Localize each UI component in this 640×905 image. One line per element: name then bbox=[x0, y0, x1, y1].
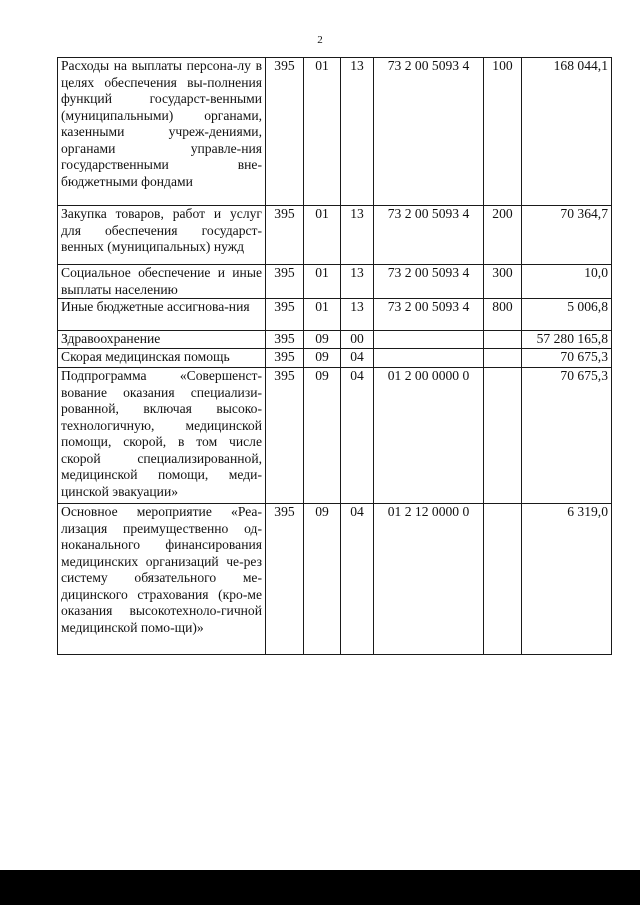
row-amount: 57 280 165,8 bbox=[522, 331, 612, 349]
row-amount: 6 319,0 bbox=[522, 504, 612, 655]
row-ministry-code: 395 bbox=[266, 58, 304, 206]
row-target-article: 73 2 00 5093 4 bbox=[374, 58, 484, 206]
row-ministry-code: 395 bbox=[266, 331, 304, 349]
row-ministry-code: 395 bbox=[266, 265, 304, 299]
row-ministry-code: 395 bbox=[266, 504, 304, 655]
row-section-code: 09 bbox=[304, 504, 341, 655]
row-target-article: 73 2 00 5093 4 bbox=[374, 265, 484, 299]
row-name: Расходы на выплаты персона-лу в целях обеспечения вы-полнения функций государст-венными (муниципальными) органами, казенными учреж-дениями, органами управле-ния государственными вне-бюджетными фондами bbox=[58, 58, 266, 206]
row-target-article: 73 2 00 5093 4 bbox=[374, 299, 484, 331]
row-expense-type: 100 bbox=[484, 58, 522, 206]
row-name: Подпрограмма «Совершенст-вование оказания специализи-рованной, включая высоко-технологичную, медицинской помощи, скорой, в том числе скорой специализированной, медицинской помощи, меди-цинской эвакуации» bbox=[58, 368, 266, 504]
budget-table-body bbox=[58, 58, 612, 655]
row-subsection-code: 13 bbox=[341, 299, 374, 331]
row-subsection-code: 04 bbox=[341, 368, 374, 504]
row-subsection-code: 00 bbox=[341, 331, 374, 349]
page-number: 2 bbox=[317, 34, 323, 46]
row-target-article: 01 2 00 0000 0 bbox=[374, 368, 484, 504]
row-section-code: 09 bbox=[304, 331, 341, 349]
row-section-code: 09 bbox=[304, 368, 341, 504]
row-expense-type: 300 bbox=[484, 265, 522, 299]
row-expense-type bbox=[484, 504, 522, 655]
row-subsection-code: 13 bbox=[341, 58, 374, 206]
row-ministry-code: 395 bbox=[266, 206, 304, 265]
row-subsection-code: 04 bbox=[341, 504, 374, 655]
row-amount: 70 364,7 bbox=[522, 206, 612, 265]
row-name: Закупка товаров, работ и услуг для обеспечения государст-венных (муниципальных) нужд bbox=[58, 206, 266, 265]
table-row bbox=[58, 299, 612, 331]
row-amount: 10,0 bbox=[522, 265, 612, 299]
row-ministry-code: 395 bbox=[266, 299, 304, 331]
row-name: Скорая медицинская помощь bbox=[58, 349, 266, 368]
row-name: Основное мероприятие «Реа-лизация преимущественно од-ноканального финансирования медицинских организаций че-рез систему обязательного ме-дицинского страхования (кро-ме оказания высокотехноло-гичной медицинской помо-щи)» bbox=[58, 504, 266, 655]
row-ministry-code: 395 bbox=[266, 368, 304, 504]
table-row bbox=[58, 331, 612, 349]
row-amount: 168 044,1 bbox=[522, 58, 612, 206]
row-target-article: 73 2 00 5093 4 bbox=[374, 206, 484, 265]
row-section-code: 01 bbox=[304, 58, 341, 206]
row-amount: 70 675,3 bbox=[522, 349, 612, 368]
row-target-article: 01 2 12 0000 0 bbox=[374, 504, 484, 655]
row-amount: 70 675,3 bbox=[522, 368, 612, 504]
row-expense-type: 800 bbox=[484, 299, 522, 331]
row-section-code: 09 bbox=[304, 349, 341, 368]
row-amount: 5 006,8 bbox=[522, 299, 612, 331]
budget-table bbox=[57, 57, 612, 655]
row-expense-type bbox=[484, 331, 522, 349]
row-target-article bbox=[374, 331, 484, 349]
row-section-code: 01 bbox=[304, 206, 341, 265]
table-row bbox=[58, 58, 612, 206]
row-name: Здравоохранение bbox=[58, 331, 266, 349]
row-name: Иные бюджетные ассигнова-ния bbox=[58, 299, 266, 331]
row-target-article bbox=[374, 349, 484, 368]
scan-bottom-border bbox=[0, 870, 640, 905]
table-row bbox=[58, 206, 612, 265]
row-section-code: 01 bbox=[304, 265, 341, 299]
row-name: Социальное обеспечение и иные выплаты населению bbox=[58, 265, 266, 299]
row-subsection-code: 04 bbox=[341, 349, 374, 368]
table-row bbox=[58, 504, 612, 655]
row-ministry-code: 395 bbox=[266, 349, 304, 368]
table-row bbox=[58, 368, 612, 504]
table-row bbox=[58, 349, 612, 368]
row-subsection-code: 13 bbox=[341, 206, 374, 265]
row-section-code: 01 bbox=[304, 299, 341, 331]
row-expense-type bbox=[484, 349, 522, 368]
row-expense-type: 200 bbox=[484, 206, 522, 265]
row-expense-type bbox=[484, 368, 522, 504]
table-row bbox=[58, 265, 612, 299]
row-subsection-code: 13 bbox=[341, 265, 374, 299]
